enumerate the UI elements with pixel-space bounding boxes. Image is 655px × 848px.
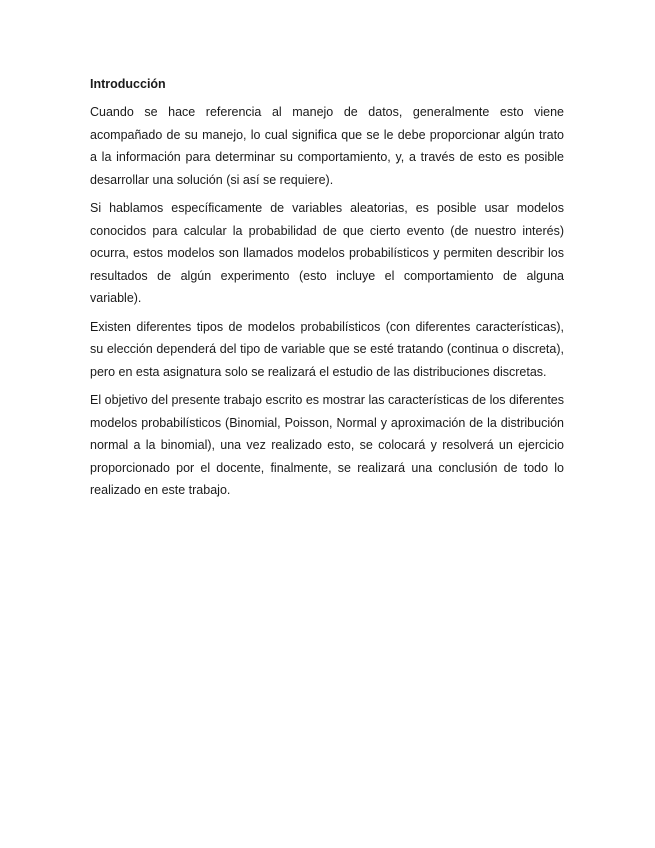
section-title: Introducción (90, 77, 166, 91)
paragraph-3: Existen diferentes tipos de modelos probabilísticos (con diferentes características), su elección dependerá del tipo de variable que se esté tratando (continua o discreta), pero en esta asignatura solo se realizará el estudio de las distribuciones discretas. (90, 319, 564, 379)
paragraph-2: Si hablamos específicamente de variables aleatorias, es posible usar modelos conocidos para calcular la probabilidad de que cierto evento (de nuestro interés) ocurra, estos modelos son llamados modelos probabilísticos y permiten describir los resultados de algún experimento (esto incluye el comportamiento de alguna variable). (90, 201, 564, 305)
paragraph-4: El objetivo del presente trabajo escrito es mostrar las características de los diferentes modelos probabilísticos (Binomial, Poisson, Normal y aproximación de la distribución normal a la binomial), una vez realizado esto, se colocará y resolverá un ejercicio proporcionado por el docente, finalmente, se realizará una conclusión de todo lo realizado en este trabajo. (90, 393, 564, 497)
paragraph-1: Cuando se hace referencia al manejo de datos, generalmente esto viene acompañado de su manejo, lo cual significa que se le debe proporcionar algún trato a la información para determinar su comportamiento, y, a través de esto es posible desarrollar una solución (si así se requiere). (90, 105, 564, 187)
document-page (90, 73, 564, 508)
